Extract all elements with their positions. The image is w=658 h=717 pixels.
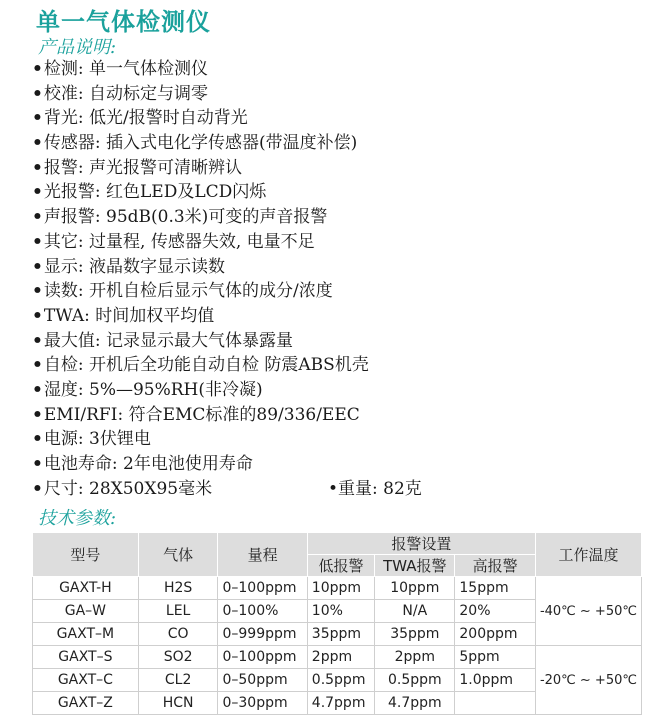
feature-item xyxy=(32,205,642,230)
spec-table xyxy=(32,532,642,715)
cell-twa: N/A xyxy=(375,600,455,623)
feature-text: 最大值: 记录显示最大气体暴露量 xyxy=(43,330,294,351)
bullet-icon: • xyxy=(32,59,43,79)
feature-item xyxy=(32,82,642,107)
cell-model: GA–W xyxy=(33,600,139,623)
feature-text: 其它: 过量程, 传感器失效, 电量不足 xyxy=(43,231,315,252)
feature-text: 电池寿命: 2年电池使用寿命 xyxy=(43,454,253,474)
feature-item xyxy=(32,180,642,205)
cell-range: 0–50ppm xyxy=(218,669,307,692)
cell-model: GAXT-H xyxy=(33,577,139,600)
bullet-icon: • xyxy=(32,231,43,252)
feature-item xyxy=(32,329,642,354)
feature-text: 报警: 声光报警可清晰辨认 xyxy=(43,157,243,178)
feature-text: 校准: 自动标定与调零 xyxy=(43,83,209,104)
feature-item xyxy=(32,452,642,477)
cell-high: 5ppm xyxy=(455,646,536,669)
header-low-alarm: 低报警 xyxy=(307,555,374,577)
cell-twa: 2ppm xyxy=(375,646,455,669)
feature-item xyxy=(32,353,642,378)
cell-high: 200ppm xyxy=(455,623,536,646)
bullet-icon: • xyxy=(32,207,43,228)
cell-low: 10% xyxy=(307,600,374,623)
cell-low: 2ppm xyxy=(307,646,374,669)
cell-low: 10ppm xyxy=(307,577,374,600)
header-gas: 气体 xyxy=(138,533,218,577)
header-twa-alarm: TWA报警 xyxy=(375,555,455,577)
bullet-icon: • xyxy=(32,330,43,351)
cell-high xyxy=(455,692,536,715)
bullet-icon: • xyxy=(32,133,43,154)
feature-item xyxy=(32,230,642,255)
cell-operating-temp: -40℃ ~ +50℃ xyxy=(535,577,641,646)
bullet-icon: • xyxy=(32,355,43,376)
cell-high: 20% xyxy=(455,600,536,623)
bullet-icon: • xyxy=(32,478,43,499)
cell-gas: H2S xyxy=(138,577,218,600)
feature-item xyxy=(32,279,642,304)
cell-gas: LEL xyxy=(138,600,218,623)
feature-text: TWA: 时间加权平均值 xyxy=(43,305,215,326)
feature-text: 传感器: 插入式电化学传感器(带温度补偿) xyxy=(43,133,358,154)
feature-extra-text: •重量: 82克 xyxy=(328,478,422,499)
cell-model: GAXT–Z xyxy=(33,692,139,715)
bullet-icon: • xyxy=(32,108,43,129)
cell-range: 0–30ppm xyxy=(218,692,307,715)
cell-high: 15ppm xyxy=(455,577,536,600)
cell-operating-temp: -20℃ ~ +50℃ xyxy=(535,646,641,715)
bullet-icon: • xyxy=(32,281,43,302)
header-range: 量程 xyxy=(218,533,307,577)
feature-item xyxy=(32,403,642,428)
feature-item xyxy=(32,57,642,82)
feature-text: 尺寸: 28X50X95毫米 xyxy=(43,478,213,499)
spec-table-body xyxy=(33,577,642,715)
feature-item xyxy=(32,131,642,156)
bullet-icon: • xyxy=(32,454,43,474)
page-title: 单一气体检测仪 xyxy=(36,8,211,36)
cell-gas: CL2 xyxy=(138,669,218,692)
cell-range: 0–999ppm xyxy=(218,623,307,646)
feature-item xyxy=(32,255,642,280)
cell-range: 0–100ppm xyxy=(218,577,307,600)
feature-item xyxy=(32,304,642,329)
cell-gas: CO xyxy=(138,623,218,646)
feature-item xyxy=(32,106,642,131)
cell-model: GAXT–S xyxy=(33,646,139,669)
table-row xyxy=(33,577,642,600)
cell-gas: SO2 xyxy=(138,646,218,669)
header-model: 型号 xyxy=(33,533,139,577)
feature-text: 显示: 液晶数字显示读数 xyxy=(43,256,226,277)
feature-item xyxy=(32,156,642,181)
cell-range: 0–100% xyxy=(218,600,307,623)
bullet-icon: • xyxy=(32,157,43,178)
feature-text: 湿度: 5%—95%RH(非冷凝) xyxy=(43,379,263,400)
feature-list xyxy=(32,57,642,501)
bullet-icon: • xyxy=(32,429,43,450)
bullet-icon: • xyxy=(32,256,43,277)
table-row xyxy=(33,646,642,669)
cell-low: 4.7ppm xyxy=(307,692,374,715)
product-description-heading: 产品说明: xyxy=(38,37,117,58)
cell-model: GAXT–C xyxy=(33,669,139,692)
header-alarm-settings: 报警设置 xyxy=(307,533,535,555)
feature-item xyxy=(32,427,642,452)
feature-text: 自检: 开机后全功能自动自检 防震ABS机壳 xyxy=(43,355,369,376)
cell-high: 1.0ppm xyxy=(455,669,536,692)
feature-text: EMI/RFI: 符合EMC标准的89/336/EEC xyxy=(43,404,360,425)
cell-low: 0.5ppm xyxy=(307,669,374,692)
bullet-icon: • xyxy=(32,379,43,400)
cell-range: 0–100ppm xyxy=(218,646,307,669)
header-high-alarm: 高报警 xyxy=(455,555,536,577)
feature-text: 声报警: 95dB(0.3米)可变的声音报警 xyxy=(43,207,328,228)
bullet-icon: • xyxy=(32,83,43,104)
feature-item xyxy=(32,477,642,502)
feature-text: 背光: 低光/报警时自动背光 xyxy=(43,108,248,129)
cell-low: 35ppm xyxy=(307,623,374,646)
cell-twa: 10ppm xyxy=(375,577,455,600)
cell-twa: 0.5ppm xyxy=(375,669,455,692)
feature-item xyxy=(32,378,642,403)
bullet-icon: • xyxy=(32,182,43,203)
cell-model: GAXT–M xyxy=(33,623,139,646)
feature-text: 检测: 单一气体检测仪 xyxy=(43,59,209,79)
feature-text: 读数: 开机自检后显示气体的成分/浓度 xyxy=(43,281,333,302)
feature-text: 电源: 3伏锂电 xyxy=(43,429,151,450)
header-operating-temp: 工作温度 xyxy=(535,533,641,577)
feature-text: 光报警: 红色LED及LCD闪烁 xyxy=(43,182,267,203)
tech-specs-heading: 技术参数: xyxy=(38,508,117,529)
bullet-icon: • xyxy=(32,404,43,425)
cell-gas: HCN xyxy=(138,692,218,715)
bullet-icon: • xyxy=(32,305,43,326)
cell-twa: 4.7ppm xyxy=(375,692,455,715)
cell-twa: 35ppm xyxy=(375,623,455,646)
